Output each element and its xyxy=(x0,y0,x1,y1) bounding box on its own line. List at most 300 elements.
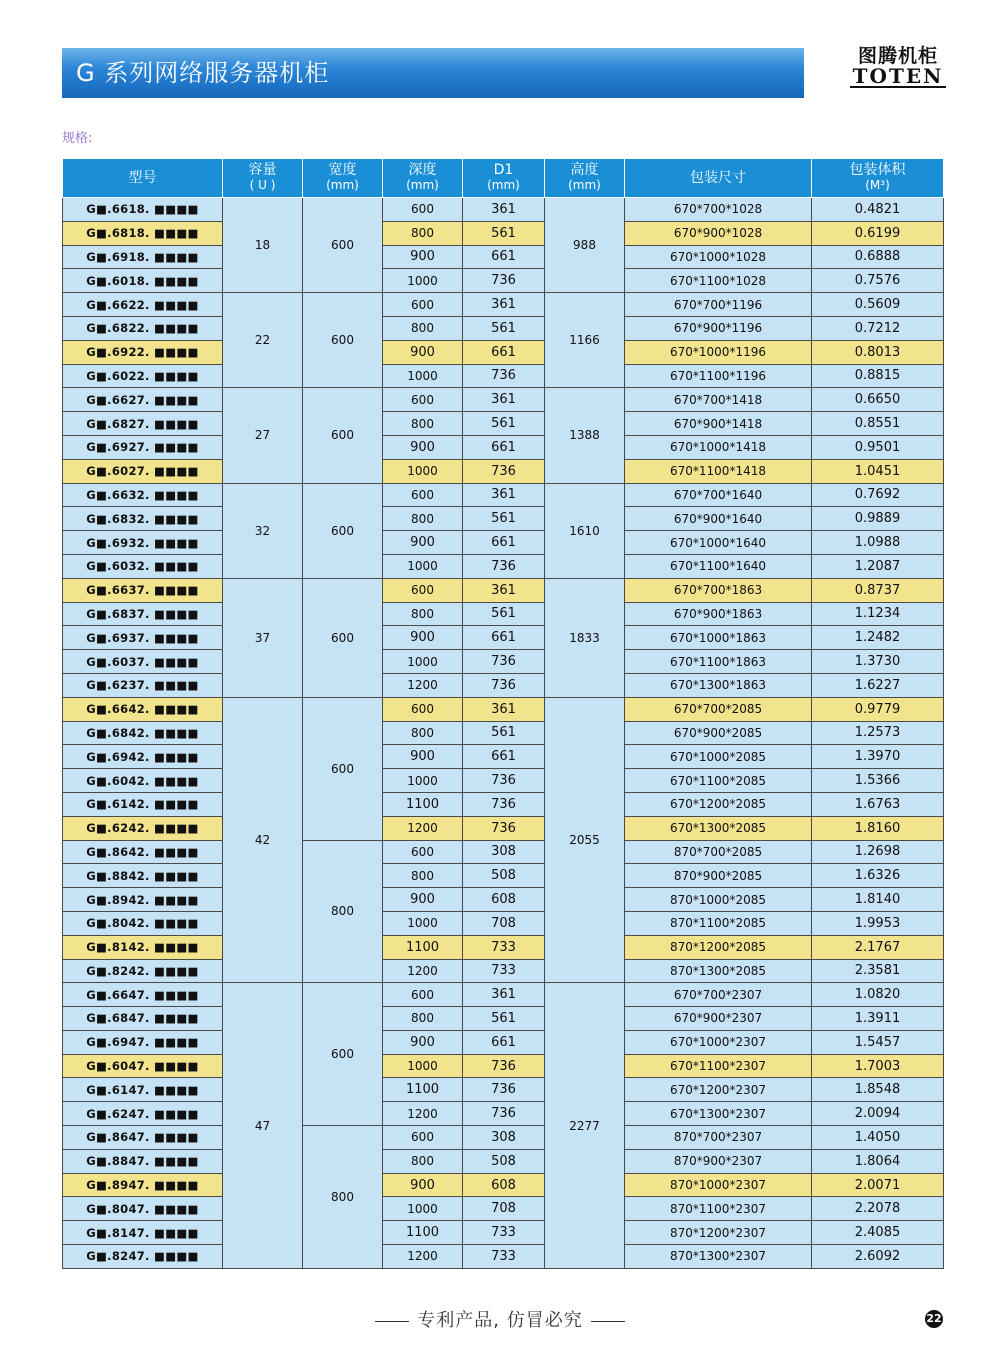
table-row xyxy=(63,1126,944,1150)
model-cell: G■.6147. ■■■■ xyxy=(63,1078,223,1102)
d1-cell: 736 xyxy=(463,769,545,793)
d1-cell: 661 xyxy=(463,435,545,459)
model-cell: G■.6947. ■■■■ xyxy=(63,1030,223,1054)
package-volume-cell: 1.8548 xyxy=(812,1078,944,1102)
d1-cell: 508 xyxy=(463,864,545,888)
d1-cell: 733 xyxy=(463,959,545,983)
d1-cell: 608 xyxy=(463,1173,545,1197)
package-volume-cell: 0.8737 xyxy=(812,578,944,602)
depth-cell: 1200 xyxy=(383,959,463,983)
table-row xyxy=(63,650,944,674)
table-row xyxy=(63,554,944,578)
package-size-cell: 670*900*1196 xyxy=(625,316,812,340)
depth-cell: 900 xyxy=(383,245,463,269)
d1-cell: 361 xyxy=(463,198,545,222)
depth-cell: 600 xyxy=(383,388,463,412)
model-cell: G■.6922. ■■■■ xyxy=(63,340,223,364)
package-size-cell: 670*900*2307 xyxy=(625,1007,812,1031)
model-cell: G■.6837. ■■■■ xyxy=(63,602,223,626)
table-row xyxy=(63,626,944,650)
depth-cell: 900 xyxy=(383,888,463,912)
package-volume-cell: 1.2482 xyxy=(812,626,944,650)
depth-cell: 1000 xyxy=(383,1197,463,1221)
d1-cell: 561 xyxy=(463,721,545,745)
depth-cell: 800 xyxy=(383,1007,463,1031)
d1-cell: 561 xyxy=(463,412,545,436)
d1-cell: 561 xyxy=(463,602,545,626)
table-row xyxy=(63,1197,944,1221)
col-header-height: 高度 (mm) xyxy=(545,159,625,198)
model-cell: G■.6047. ■■■■ xyxy=(63,1054,223,1078)
table-row xyxy=(63,935,944,959)
package-volume-cell: 0.6650 xyxy=(812,388,944,412)
page-number: 22 xyxy=(925,1310,943,1328)
package-volume-cell: 2.2078 xyxy=(812,1197,944,1221)
d1-cell: 736 xyxy=(463,1078,545,1102)
package-size-cell: 670*900*1028 xyxy=(625,221,812,245)
d1-cell: 736 xyxy=(463,650,545,674)
package-size-cell: 670*700*2307 xyxy=(625,983,812,1007)
package-size-cell: 670*1100*1196 xyxy=(625,364,812,388)
page-title: G 系列网络服务器机柜 xyxy=(76,59,330,87)
height-cell: 2277 xyxy=(545,983,625,1269)
package-volume-cell: 2.3581 xyxy=(812,959,944,983)
model-cell: G■.6042. ■■■■ xyxy=(63,769,223,793)
package-size-cell: 670*900*1640 xyxy=(625,507,812,531)
depth-cell: 900 xyxy=(383,1030,463,1054)
depth-cell: 800 xyxy=(383,602,463,626)
package-size-cell: 870*1100*2307 xyxy=(625,1197,812,1221)
width-cell: 800 xyxy=(303,840,383,983)
model-cell: G■.8647. ■■■■ xyxy=(63,1126,223,1150)
model-cell: G■.6932. ■■■■ xyxy=(63,531,223,555)
model-cell: G■.6842. ■■■■ xyxy=(63,721,223,745)
table-row xyxy=(63,459,944,483)
depth-cell: 800 xyxy=(383,221,463,245)
height-cell: 988 xyxy=(545,198,625,293)
depth-cell: 600 xyxy=(383,697,463,721)
table-row xyxy=(63,245,944,269)
height-cell: 1833 xyxy=(545,578,625,697)
package-volume-cell: 1.5457 xyxy=(812,1030,944,1054)
logo-cn-text: 图腾机柜 xyxy=(857,45,938,67)
package-volume-cell: 1.2698 xyxy=(812,840,944,864)
depth-cell: 800 xyxy=(383,721,463,745)
d1-cell: 661 xyxy=(463,340,545,364)
model-cell: G■.6018. ■■■■ xyxy=(63,269,223,293)
package-volume-cell: 1.7003 xyxy=(812,1054,944,1078)
table-row xyxy=(63,1245,944,1269)
package-size-cell: 870*1200*2085 xyxy=(625,935,812,959)
package-volume-cell: 0.7692 xyxy=(812,483,944,507)
footer-slogan xyxy=(0,1306,1000,1332)
table-row xyxy=(63,1054,944,1078)
table-row xyxy=(63,602,944,626)
capacity-cell: 32 xyxy=(223,483,303,578)
height-cell: 1388 xyxy=(545,388,625,483)
table-row xyxy=(63,1102,944,1126)
table-row xyxy=(63,531,944,555)
table-row xyxy=(63,769,944,793)
package-volume-cell: 1.0988 xyxy=(812,531,944,555)
package-volume-cell: 0.4821 xyxy=(812,198,944,222)
d1-cell: 508 xyxy=(463,1149,545,1173)
d1-cell: 736 xyxy=(463,554,545,578)
d1-cell: 561 xyxy=(463,1007,545,1031)
table-header-row xyxy=(63,159,944,198)
model-cell: G■.6822. ■■■■ xyxy=(63,316,223,340)
table-row xyxy=(63,840,944,864)
package-size-cell: 670*1000*1028 xyxy=(625,245,812,269)
package-size-cell: 670*1100*2307 xyxy=(625,1054,812,1078)
package-volume-cell: 1.3911 xyxy=(812,1007,944,1031)
depth-cell: 1000 xyxy=(383,1054,463,1078)
spec-table xyxy=(62,158,944,1269)
d1-cell: 561 xyxy=(463,221,545,245)
model-cell: G■.6832. ■■■■ xyxy=(63,507,223,531)
table-row xyxy=(63,221,944,245)
width-cell: 600 xyxy=(303,697,383,840)
package-size-cell: 870*1000*2085 xyxy=(625,888,812,912)
package-size-cell: 670*1000*1196 xyxy=(625,340,812,364)
package-size-cell: 670*1100*1028 xyxy=(625,269,812,293)
package-size-cell: 670*1200*2307 xyxy=(625,1078,812,1102)
model-cell: G■.6142. ■■■■ xyxy=(63,792,223,816)
d1-cell: 708 xyxy=(463,1197,545,1221)
capacity-cell: 22 xyxy=(223,293,303,388)
d1-cell: 661 xyxy=(463,1030,545,1054)
depth-cell: 1100 xyxy=(383,1221,463,1245)
table-row xyxy=(63,388,944,412)
package-volume-cell: 0.9501 xyxy=(812,435,944,459)
depth-cell: 600 xyxy=(383,483,463,507)
package-volume-cell: 2.0071 xyxy=(812,1173,944,1197)
package-size-cell: 670*1300*2085 xyxy=(625,816,812,840)
model-cell: G■.6827. ■■■■ xyxy=(63,412,223,436)
table-row xyxy=(63,792,944,816)
model-cell: G■.8142. ■■■■ xyxy=(63,935,223,959)
d1-cell: 661 xyxy=(463,531,545,555)
model-cell: G■.6647. ■■■■ xyxy=(63,983,223,1007)
package-volume-cell: 1.8160 xyxy=(812,816,944,840)
depth-cell: 600 xyxy=(383,1126,463,1150)
d1-cell: 736 xyxy=(463,1054,545,1078)
package-volume-cell: 0.6199 xyxy=(812,221,944,245)
package-volume-cell: 1.2573 xyxy=(812,721,944,745)
model-cell: G■.6622. ■■■■ xyxy=(63,293,223,317)
d1-cell: 361 xyxy=(463,578,545,602)
depth-cell: 1100 xyxy=(383,935,463,959)
depth-cell: 1200 xyxy=(383,1102,463,1126)
table-row xyxy=(63,864,944,888)
model-cell: G■.6847. ■■■■ xyxy=(63,1007,223,1031)
table-row xyxy=(63,364,944,388)
table-row xyxy=(63,412,944,436)
model-cell: G■.8842. ■■■■ xyxy=(63,864,223,888)
model-cell: G■.8642. ■■■■ xyxy=(63,840,223,864)
depth-cell: 800 xyxy=(383,507,463,531)
depth-cell: 600 xyxy=(383,840,463,864)
depth-cell: 600 xyxy=(383,293,463,317)
package-volume-cell: 2.4085 xyxy=(812,1221,944,1245)
width-cell: 800 xyxy=(303,1126,383,1269)
depth-cell: 800 xyxy=(383,1149,463,1173)
d1-cell: 308 xyxy=(463,840,545,864)
d1-cell: 561 xyxy=(463,316,545,340)
package-size-cell: 670*1300*2307 xyxy=(625,1102,812,1126)
model-cell: G■.6632. ■■■■ xyxy=(63,483,223,507)
depth-cell: 1000 xyxy=(383,364,463,388)
col-header-d1: D1 (mm) xyxy=(463,159,545,198)
depth-cell: 600 xyxy=(383,983,463,1007)
model-cell: G■.8947. ■■■■ xyxy=(63,1173,223,1197)
package-volume-cell: 1.2087 xyxy=(812,554,944,578)
depth-cell: 800 xyxy=(383,316,463,340)
d1-cell: 361 xyxy=(463,983,545,1007)
package-size-cell: 870*700*2307 xyxy=(625,1126,812,1150)
table-row xyxy=(63,983,944,1007)
model-cell: G■.6818. ■■■■ xyxy=(63,221,223,245)
depth-cell: 600 xyxy=(383,198,463,222)
d1-cell: 736 xyxy=(463,673,545,697)
table-row xyxy=(63,721,944,745)
package-volume-cell: 0.7212 xyxy=(812,316,944,340)
depth-cell: 800 xyxy=(383,864,463,888)
col-header-package-volume: 包装体积 (M³) xyxy=(812,159,944,198)
brand-logo xyxy=(850,46,946,88)
package-size-cell: 870*700*2085 xyxy=(625,840,812,864)
capacity-cell: 18 xyxy=(223,198,303,293)
depth-cell: 900 xyxy=(383,340,463,364)
d1-cell: 361 xyxy=(463,697,545,721)
table-row xyxy=(63,745,944,769)
package-volume-cell: 0.8013 xyxy=(812,340,944,364)
footer-dash-right xyxy=(591,1321,625,1322)
package-volume-cell: 0.9779 xyxy=(812,697,944,721)
depth-cell: 1200 xyxy=(383,816,463,840)
table-row xyxy=(63,340,944,364)
package-volume-cell: 1.8140 xyxy=(812,888,944,912)
depth-cell: 1000 xyxy=(383,554,463,578)
model-cell: G■.8047. ■■■■ xyxy=(63,1197,223,1221)
table-row xyxy=(63,697,944,721)
package-volume-cell: 1.6227 xyxy=(812,673,944,697)
d1-cell: 708 xyxy=(463,911,545,935)
package-size-cell: 670*1000*1863 xyxy=(625,626,812,650)
capacity-cell: 37 xyxy=(223,578,303,697)
package-volume-cell: 1.6326 xyxy=(812,864,944,888)
capacity-cell: 27 xyxy=(223,388,303,483)
package-volume-cell: 2.1767 xyxy=(812,935,944,959)
model-cell: G■.6027. ■■■■ xyxy=(63,459,223,483)
package-size-cell: 670*1200*2085 xyxy=(625,792,812,816)
d1-cell: 736 xyxy=(463,269,545,293)
package-volume-cell: 2.0094 xyxy=(812,1102,944,1126)
model-cell: G■.8042. ■■■■ xyxy=(63,911,223,935)
table-row xyxy=(63,293,944,317)
package-size-cell: 670*700*1418 xyxy=(625,388,812,412)
package-size-cell: 670*1100*2085 xyxy=(625,769,812,793)
d1-cell: 736 xyxy=(463,1102,545,1126)
package-volume-cell: 0.9889 xyxy=(812,507,944,531)
package-volume-cell: 1.3730 xyxy=(812,650,944,674)
package-size-cell: 670*700*1028 xyxy=(625,198,812,222)
model-cell: G■.8242. ■■■■ xyxy=(63,959,223,983)
model-cell: G■.6618. ■■■■ xyxy=(63,198,223,222)
package-size-cell: 670*900*2085 xyxy=(625,721,812,745)
footer-slogan-text: 专利产品, 仿冒必究 xyxy=(417,1310,583,1331)
package-size-cell: 870*1100*2085 xyxy=(625,911,812,935)
model-cell: G■.6937. ■■■■ xyxy=(63,626,223,650)
width-cell: 600 xyxy=(303,483,383,578)
width-cell: 600 xyxy=(303,293,383,388)
width-cell: 600 xyxy=(303,198,383,293)
table-row xyxy=(63,1221,944,1245)
model-cell: G■.6627. ■■■■ xyxy=(63,388,223,412)
model-cell: G■.8147. ■■■■ xyxy=(63,1221,223,1245)
package-size-cell: 870*900*2085 xyxy=(625,864,812,888)
height-cell: 1610 xyxy=(545,483,625,578)
d1-cell: 733 xyxy=(463,935,545,959)
depth-cell: 800 xyxy=(383,412,463,436)
col-header-package-size: 包装尺寸 xyxy=(625,159,812,198)
model-cell: G■.6637. ■■■■ xyxy=(63,578,223,602)
d1-cell: 608 xyxy=(463,888,545,912)
package-volume-cell: 1.1234 xyxy=(812,602,944,626)
spec-label: 规格: xyxy=(62,131,93,146)
capacity-cell: 47 xyxy=(223,983,303,1269)
d1-cell: 736 xyxy=(463,459,545,483)
package-size-cell: 870*1200*2307 xyxy=(625,1221,812,1245)
package-size-cell: 670*900*1863 xyxy=(625,602,812,626)
package-volume-cell: 1.3970 xyxy=(812,745,944,769)
package-volume-cell: 1.5366 xyxy=(812,769,944,793)
package-size-cell: 870*1300*2085 xyxy=(625,959,812,983)
package-volume-cell: 0.8815 xyxy=(812,364,944,388)
package-volume-cell: 0.5609 xyxy=(812,293,944,317)
package-volume-cell: 0.8551 xyxy=(812,412,944,436)
height-cell: 2055 xyxy=(545,697,625,983)
package-size-cell: 670*700*1196 xyxy=(625,293,812,317)
table-row xyxy=(63,1078,944,1102)
table-row xyxy=(63,673,944,697)
col-header-capacity: 容量 ( U ) xyxy=(223,159,303,198)
table-row xyxy=(63,911,944,935)
model-cell: G■.6037. ■■■■ xyxy=(63,650,223,674)
package-volume-cell: 0.6888 xyxy=(812,245,944,269)
table-row xyxy=(63,1149,944,1173)
package-size-cell: 670*900*1418 xyxy=(625,412,812,436)
depth-cell: 900 xyxy=(383,531,463,555)
package-size-cell: 670*1100*1640 xyxy=(625,554,812,578)
col-header-depth: 深度 (mm) xyxy=(383,159,463,198)
package-size-cell: 870*1300*2307 xyxy=(625,1245,812,1269)
package-volume-cell: 1.0451 xyxy=(812,459,944,483)
d1-cell: 661 xyxy=(463,245,545,269)
depth-cell: 1000 xyxy=(383,459,463,483)
table-row xyxy=(63,507,944,531)
package-size-cell: 670*700*1640 xyxy=(625,483,812,507)
model-cell: G■.6022. ■■■■ xyxy=(63,364,223,388)
package-size-cell: 670*1000*1640 xyxy=(625,531,812,555)
d1-cell: 361 xyxy=(463,293,545,317)
capacity-cell: 42 xyxy=(223,697,303,983)
depth-cell: 1000 xyxy=(383,769,463,793)
table-row xyxy=(63,578,944,602)
model-cell: G■.6927. ■■■■ xyxy=(63,435,223,459)
d1-cell: 361 xyxy=(463,483,545,507)
table-row xyxy=(63,1173,944,1197)
col-header-width: 宽度 (mm) xyxy=(303,159,383,198)
depth-cell: 1000 xyxy=(383,650,463,674)
depth-cell: 900 xyxy=(383,1173,463,1197)
col-header-model: 型号 xyxy=(63,159,223,198)
table-row xyxy=(63,1030,944,1054)
d1-cell: 361 xyxy=(463,388,545,412)
package-volume-cell: 2.6092 xyxy=(812,1245,944,1269)
model-cell: G■.8942. ■■■■ xyxy=(63,888,223,912)
depth-cell: 1200 xyxy=(383,673,463,697)
table-row xyxy=(63,483,944,507)
depth-cell: 1200 xyxy=(383,1245,463,1269)
d1-cell: 733 xyxy=(463,1221,545,1245)
package-volume-cell: 1.9953 xyxy=(812,911,944,935)
width-cell: 600 xyxy=(303,983,383,1126)
d1-cell: 661 xyxy=(463,745,545,769)
d1-cell: 736 xyxy=(463,364,545,388)
table-row xyxy=(63,888,944,912)
depth-cell: 900 xyxy=(383,745,463,769)
d1-cell: 661 xyxy=(463,626,545,650)
d1-cell: 308 xyxy=(463,1126,545,1150)
model-cell: G■.6032. ■■■■ xyxy=(63,554,223,578)
package-size-cell: 670*700*1863 xyxy=(625,578,812,602)
title-banner xyxy=(62,48,804,98)
package-volume-cell: 1.0820 xyxy=(812,983,944,1007)
model-cell: G■.6942. ■■■■ xyxy=(63,745,223,769)
table-row xyxy=(63,1007,944,1031)
package-size-cell: 670*1100*1418 xyxy=(625,459,812,483)
table-row xyxy=(63,816,944,840)
package-size-cell: 670*700*2085 xyxy=(625,697,812,721)
footer-dash-left xyxy=(375,1321,409,1322)
package-size-cell: 670*1100*1863 xyxy=(625,650,812,674)
package-size-cell: 670*1000*2307 xyxy=(625,1030,812,1054)
package-size-cell: 670*1300*1863 xyxy=(625,673,812,697)
d1-cell: 736 xyxy=(463,792,545,816)
depth-cell: 1100 xyxy=(383,792,463,816)
d1-cell: 561 xyxy=(463,507,545,531)
d1-cell: 736 xyxy=(463,816,545,840)
depth-cell: 1100 xyxy=(383,1078,463,1102)
model-cell: G■.6242. ■■■■ xyxy=(63,816,223,840)
depth-cell: 900 xyxy=(383,626,463,650)
width-cell: 600 xyxy=(303,388,383,483)
height-cell: 1166 xyxy=(545,293,625,388)
depth-cell: 1000 xyxy=(383,269,463,293)
model-cell: G■.6247. ■■■■ xyxy=(63,1102,223,1126)
package-volume-cell: 1.6763 xyxy=(812,792,944,816)
package-volume-cell: 0.7576 xyxy=(812,269,944,293)
package-size-cell: 870*1000*2307 xyxy=(625,1173,812,1197)
table-row xyxy=(63,959,944,983)
table-row xyxy=(63,316,944,340)
table-row xyxy=(63,435,944,459)
package-volume-cell: 1.8064 xyxy=(812,1149,944,1173)
model-cell: G■.6642. ■■■■ xyxy=(63,697,223,721)
package-size-cell: 870*900*2307 xyxy=(625,1149,812,1173)
table-body xyxy=(63,198,944,1269)
